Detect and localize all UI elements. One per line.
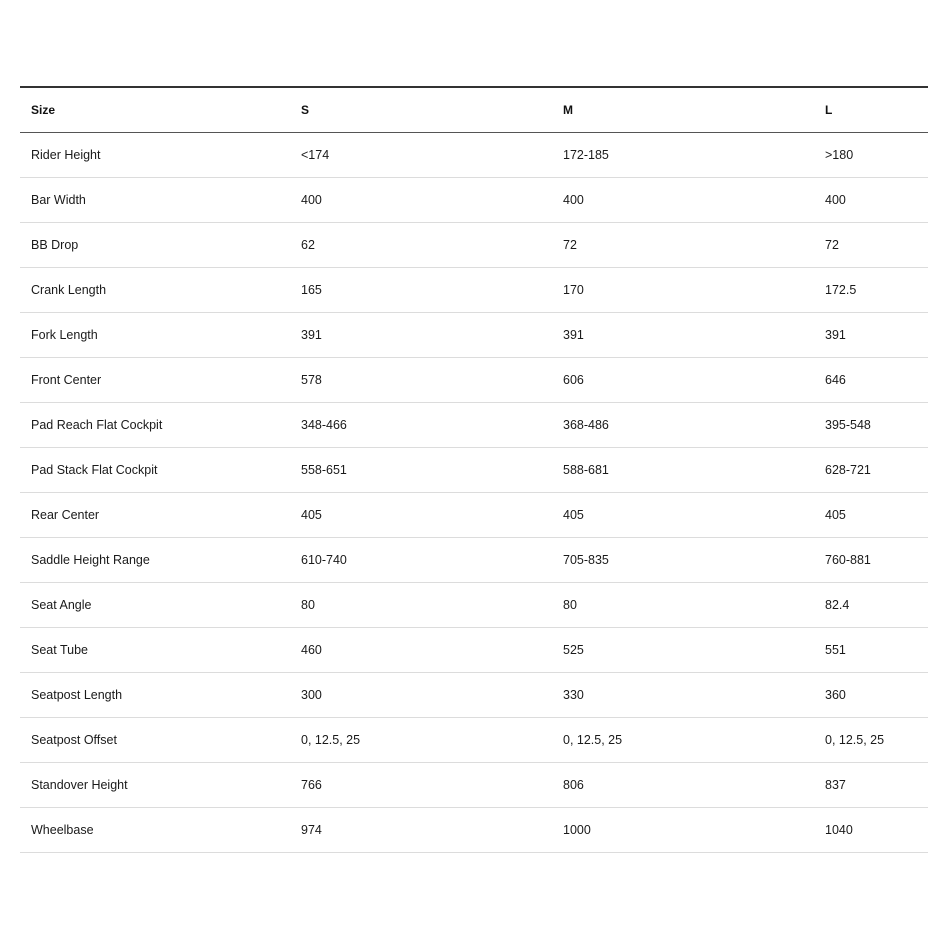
- cell-m: 330: [563, 688, 584, 702]
- cell-m: 170: [563, 283, 584, 297]
- cell-s: 460: [301, 643, 322, 657]
- cell-l: 395-548: [825, 418, 871, 432]
- cell-m: 172-185: [563, 148, 609, 162]
- row-label: Saddle Height Range: [31, 553, 150, 567]
- geometry-table: [20, 86, 928, 853]
- row-label: Rear Center: [31, 508, 100, 522]
- table-header: [20, 87, 928, 133]
- cell-s: 348-466: [301, 418, 347, 432]
- cell-m: 705-835: [563, 553, 609, 567]
- cell-s: 610-740: [301, 553, 347, 567]
- cell-m: 525: [563, 643, 584, 657]
- cell-m: 80: [563, 598, 577, 612]
- row-label: Bar Width: [31, 193, 86, 207]
- cell-m: 391: [563, 328, 584, 342]
- table-row: [20, 583, 928, 628]
- cell-l: 760-881: [825, 553, 871, 567]
- cell-s: 0, 12.5, 25: [301, 733, 361, 747]
- row-label: Seatpost Length: [31, 688, 123, 702]
- cell-m: 72: [563, 238, 577, 252]
- cell-m: 405: [563, 508, 584, 522]
- table-row: [20, 448, 928, 493]
- cell-s: 578: [301, 373, 322, 387]
- cell-l: 646: [825, 373, 846, 387]
- row-label: Fork Length: [31, 328, 98, 342]
- cell-l: 0, 12.5, 25: [825, 733, 885, 747]
- table-row: [20, 628, 928, 673]
- cell-s: 80: [301, 598, 315, 612]
- cell-s: 391: [301, 328, 322, 342]
- row-label: Crank Length: [31, 283, 107, 297]
- cell-s: 558-651: [301, 463, 347, 477]
- header-l: L: [825, 103, 833, 117]
- table-row: [20, 133, 928, 178]
- cell-m: 588-681: [563, 463, 609, 477]
- table-row: [20, 718, 928, 763]
- table-row: [20, 268, 928, 313]
- cell-l: 82.4: [825, 598, 850, 612]
- table-row: [20, 178, 928, 223]
- cell-s: 766: [301, 778, 322, 792]
- row-label: Rider Height: [31, 148, 101, 162]
- header-size: Size: [31, 103, 56, 117]
- table-row: [20, 223, 928, 268]
- table-row: [20, 673, 928, 718]
- cell-m: 0, 12.5, 25: [563, 733, 623, 747]
- row-label: Front Center: [31, 373, 102, 387]
- header-s: S: [301, 103, 310, 117]
- cell-s: 165: [301, 283, 322, 297]
- cell-l: 628-721: [825, 463, 871, 477]
- row-label: Seat Angle: [31, 598, 92, 612]
- row-label: Pad Reach Flat Cockpit: [31, 418, 163, 432]
- row-label: BB Drop: [31, 238, 79, 252]
- table-row: [20, 538, 928, 583]
- cell-s: 62: [301, 238, 315, 252]
- cell-l: 360: [825, 688, 846, 702]
- cell-l: >180: [825, 148, 854, 162]
- row-label: Pad Stack Flat Cockpit: [31, 463, 158, 477]
- row-label: Standover Height: [31, 778, 128, 792]
- cell-l: 1040: [825, 823, 853, 837]
- cell-s: 400: [301, 193, 322, 207]
- cell-l: 172.5: [825, 283, 857, 297]
- table-body: [20, 133, 928, 853]
- cell-m: 1000: [563, 823, 591, 837]
- cell-l: 400: [825, 193, 846, 207]
- cell-l: 405: [825, 508, 846, 522]
- cell-m: 368-486: [563, 418, 609, 432]
- cell-s: <174: [301, 148, 330, 162]
- table-row: [20, 313, 928, 358]
- row-label: Seat Tube: [31, 643, 88, 657]
- table-row: [20, 403, 928, 448]
- cell-s: 300: [301, 688, 322, 702]
- table-row: [20, 808, 928, 853]
- cell-l: 72: [825, 238, 839, 252]
- cell-s: 405: [301, 508, 322, 522]
- table-row: [20, 358, 928, 403]
- cell-l: 551: [825, 643, 846, 657]
- cell-m: 400: [563, 193, 584, 207]
- table-row: [20, 493, 928, 538]
- cell-s: 974: [301, 823, 322, 837]
- row-label: Wheelbase: [31, 823, 94, 837]
- cell-l: 837: [825, 778, 846, 792]
- cell-l: 391: [825, 328, 846, 342]
- header-m: M: [563, 103, 573, 117]
- row-label: Seatpost Offset: [31, 733, 117, 747]
- cell-m: 606: [563, 373, 584, 387]
- header-row: [20, 87, 928, 133]
- cell-m: 806: [563, 778, 584, 792]
- table-row: [20, 763, 928, 808]
